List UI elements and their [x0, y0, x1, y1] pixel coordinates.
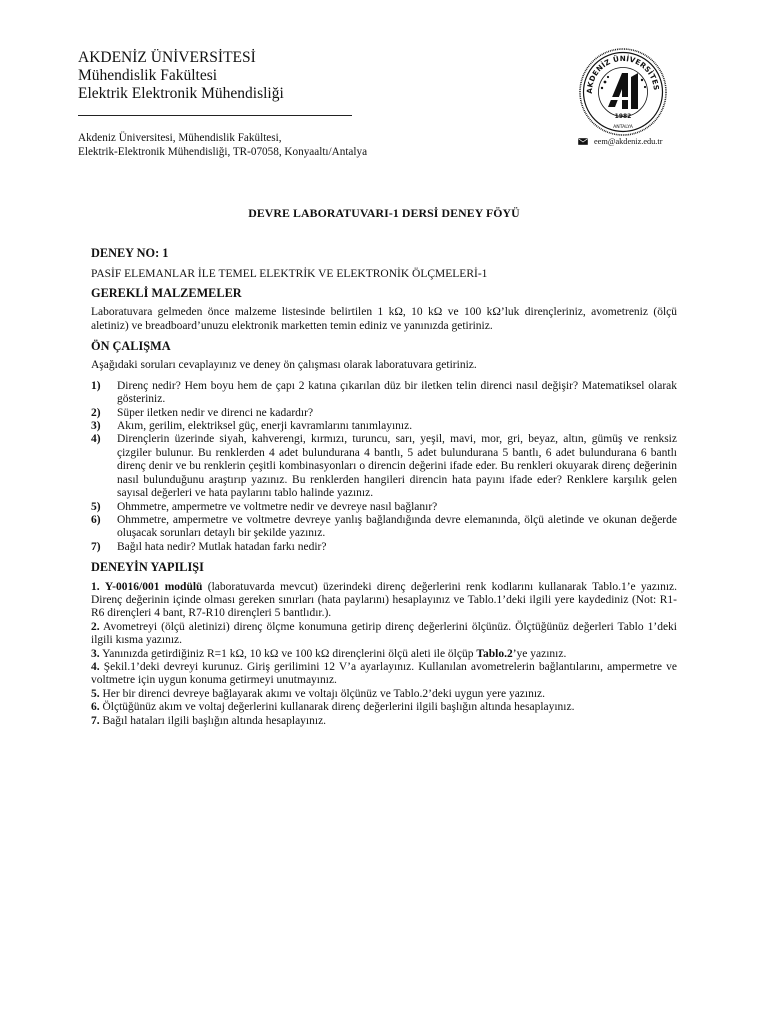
- step-number: 3.: [91, 647, 100, 660]
- step-number: 4.: [91, 660, 100, 673]
- prework-heading: ÖN ÇALIŞMA: [91, 339, 171, 354]
- procedure-step-1: [91, 581, 677, 621]
- experiment-subtitle: PASİF ELEMANLAR İLE TEMEL ELEKTRİK VE ELEKTRONİK ÖLÇMELERİ-1: [91, 268, 488, 281]
- seal-city: ANTALYA: [613, 125, 633, 130]
- step-number: 1.: [91, 580, 100, 593]
- step-text: Şekil.1’deki devreyi kurunuz. Giriş gerilimini 12 V’a ayarlayınız. Kullanılan avometrelerin bağlantılarını, ampermetre ve voltmetre için uygun konuma getirmeyi unutmayınız.: [91, 660, 677, 687]
- question-item: [91, 420, 677, 433]
- question-number: 3): [91, 420, 101, 433]
- step-text: Avometreyi (ölçü aletinizi) direnç ölçme konumuna getirip direnç değerlerini ölçünüz. Ölçtüğünüz değerleri Tablo 1’deki ilgili kısma yazınız.: [91, 620, 677, 647]
- question-text: Süper iletken nedir ve direnci ne kadardır?: [117, 406, 314, 419]
- question-number: 7): [91, 540, 101, 553]
- email-address[interactable]: eem@akdeniz.edu.tr: [594, 137, 663, 146]
- experiment-number: DENEY NO: 1: [91, 246, 169, 260]
- seal-ring-text: AKDENİZ ÜNİVERSİTES: [584, 53, 662, 94]
- question-number: 5): [91, 500, 101, 513]
- step-number: 2.: [91, 620, 100, 633]
- department-name: Elektrik Elektronik Mühendisliği: [78, 85, 284, 102]
- step-number: 7.: [91, 714, 100, 727]
- question-number: 6): [91, 513, 101, 526]
- question-text: Bağıl hata nedir? Mutlak hatadan farkı nedir?: [117, 540, 327, 553]
- question-number: 1): [91, 379, 101, 392]
- university-name: AKDENİZ ÜNİVERSİTESİ: [78, 49, 256, 66]
- question-text: Akım, gerilim, elektriksel güç, enerji kavramlarını tanımlayınız.: [117, 420, 413, 433]
- university-header: [78, 49, 284, 103]
- seal-emblem-icon: [601, 73, 646, 109]
- table-reference: Tablo.2: [476, 647, 513, 660]
- faculty-name: Mühendislik Fakültesi: [78, 67, 218, 84]
- email-contact: [578, 137, 662, 146]
- question-text: Ohmmetre, ampermetre ve voltmetre nedir ve devreye nasıl bağlanır?: [117, 500, 438, 513]
- step-text: Yanınızda getirdiğiniz R=1 kΩ, 10 kΩ ve 100 kΩ dirençlerini ölçü aleti ile ölçüp: [99, 647, 477, 660]
- materials-text: Laboratuvara gelmeden önce malzeme listesinde belirtilen 1 kΩ, 10 kΩ ve 100 kΩ’luk dirençleriniz, avometreniz (ölçü aletiniz) ve breadboard’unuzu elektronik marketten temin ediniz ve yanınızda getiriniz.: [91, 306, 677, 332]
- question-text: Ohmmetre, ampermetre ve voltmetre devreye yanlış bağlandığında devre elemanında, ölçü aletinde ve okunan değerde oluşacak sorunları detaylı bir şekilde yazınız.: [117, 513, 677, 540]
- step-text: (laboratuvarda mevcut) üzerindeki direnç değerlerini renk kodlarını kullanarak Tablo.1’e yazınız. Direnç değerinin içinde olması gereken sınırları (hata paylarını) hesaplayınız ve Tablo.1’deki ilgili yere kaydediniz (Not: R1-R6 dirençleri 4 bant, R7-R10 dirençleri 5 bantlıdır.).: [91, 580, 678, 620]
- question-item: [91, 514, 677, 541]
- seal-year: 1982: [614, 113, 632, 120]
- question-number: 4): [91, 433, 101, 446]
- procedure-step-3: [91, 648, 677, 661]
- procedure-step-5: [91, 688, 677, 701]
- university-seal-logo: [578, 47, 668, 137]
- document-body: [91, 246, 677, 728]
- procedure-steps: [91, 581, 677, 728]
- question-item: [91, 433, 677, 500]
- address-block: [78, 131, 367, 159]
- question-text: Direnç nedir? Hem boyu hem de çapı 2 katına çıkarılan düz bir iletken telin direnci nasıl değişir? Matematiksel olarak gösteriniz.: [117, 379, 677, 406]
- step-text: Her bir direnci devreye bağlayarak akımı ve voltajı ölçünüz ve Tablo.2’deki uygun yere yazınız.: [99, 687, 546, 700]
- procedure-step-2: [91, 621, 677, 648]
- address-line-1: Akdeniz Üniversitesi, Mühendislik Fakültesi,: [78, 132, 282, 144]
- address-line-2: Elektrik-Elektronik Mühendisliği, TR-07058, Konyaaltı/Antalya: [78, 146, 368, 158]
- prework-question-list: [91, 380, 677, 554]
- header-divider: [78, 115, 352, 116]
- question-item: [91, 407, 677, 420]
- step-text: ’ye yazınız.: [512, 647, 567, 660]
- procedure-step-4: [91, 661, 677, 688]
- step-text: Bağıl hataları ilgili başlığın altında hesaplayınız.: [99, 714, 327, 727]
- step-number: 5.: [91, 687, 100, 700]
- procedure-step-7: [91, 715, 677, 728]
- procedure-step-6: [91, 701, 677, 714]
- document-title: DEVRE LABORATUVARI-1 DERSİ DENEY FÖYÜ: [248, 206, 520, 220]
- materials-heading: GEREKLİ MALZEMELER: [91, 285, 242, 300]
- question-text: Dirençlerin üzerinde siyah, kahverengi, kırmızı, turuncu, sarı, yeşil, mavi, mor, gri, beyaz, altın, gümüş ve renksiz çizgiler bulunur. Bu renklerden 4 adet bulundurana 4 bantlı, 5 adet bulundurana 5 bantlı, 6 adet bulundurana 6 bantlı direnç denir ve bu renklerin çeşitli kombinasyonları o direncin değerini ifade eder. Bu renkleri okuyarak direnç değerinin nasıl bulunduğunu araştırıp yazınız. Bu renklerden hangileri direncin hata payını ifade eder? Renklere karşılık gelen sayısal değerleri ve hata paylarını tablo halinde yazınız.: [117, 433, 677, 500]
- module-name: Y-0016/001 modülü: [104, 580, 203, 593]
- question-item: [91, 380, 677, 407]
- question-item: [91, 541, 677, 554]
- question-item: [91, 501, 677, 514]
- step-number: 6.: [91, 701, 100, 714]
- step-text: Ölçtüğünüz akım ve voltaj değerlerini kullanarak direnç değerlerini ilgili başlığın altında hesaplayınız.: [99, 701, 575, 714]
- procedure-heading: DENEYİN YAPILIŞI: [91, 560, 204, 575]
- question-number: 2): [91, 406, 101, 419]
- envelope-icon: [578, 138, 588, 145]
- prework-intro: Aşağıdaki soruları cevaplayınız ve deney ön çalışması olarak laboratuvara getiriniz.: [91, 359, 477, 372]
